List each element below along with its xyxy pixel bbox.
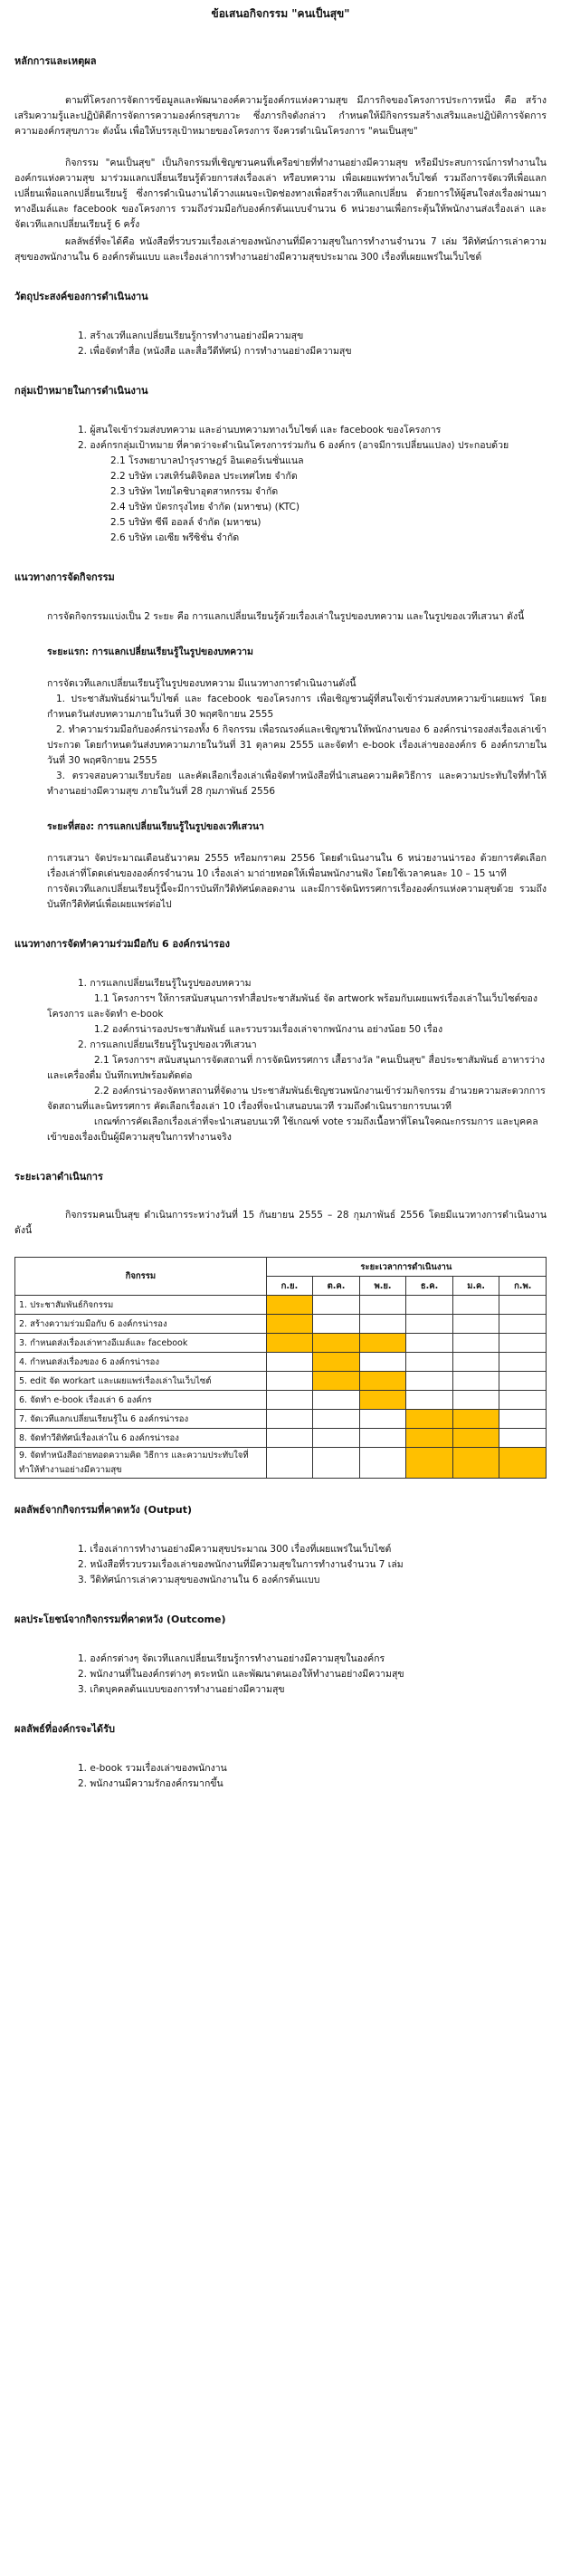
table-row <box>15 1353 547 1372</box>
schedule-cell <box>499 1334 547 1353</box>
phase1-item-2: 2. ทำความร่วมมือกับองค์กรน่ารองทั้ง 6 กิจกรรม เพื่อรณรงค์และเชิญชวนให้พนักงานของ 6 องค์กรน่ารองส่งเรื่องเล่าเข้าประกวด โดยกำหนดวันส่งบทความภายในวันที่ 31 ตุลาคม 2555 และจัดทำ e-book เรื่องเล่าขององค์กร 6 องค์กรภายในวันที่ 30 พฤศจิกายน 2555 <box>47 723 547 766</box>
schedule-cell-active <box>266 1315 312 1334</box>
schedule-cell <box>499 1410 547 1429</box>
heading-cooperation: แนวทางการจัดทำความร่วมมือกับ 6 องค์กรน่ารอง <box>14 937 230 950</box>
schedule-cell-active <box>452 1448 499 1479</box>
table-row <box>15 1334 547 1353</box>
heading-objectives: วัตถุประสงค์ของการดำเนินงาน <box>14 291 148 303</box>
schedule-activity: 2. สร้างความร่วมมือกับ 6 องค์กรน่ารอง <box>15 1315 267 1334</box>
schedule-cell <box>406 1334 453 1353</box>
schedule-cell <box>266 1391 312 1410</box>
cooperation-list <box>14 976 547 1145</box>
schedule-cell-active <box>266 1296 312 1315</box>
org-item: 2.3 บริษัท ไทยไดชิบาอุตสาหกรรม จำกัด <box>110 485 279 497</box>
org-item: 2.5 บริษัท ซีพี ออลล์ จำกัด (มหาชน) <box>110 516 261 528</box>
schedule-cell <box>499 1315 547 1334</box>
org-item: 2.6 บริษัท เอเซีย พรีซิชั่น จำกัด <box>110 531 240 543</box>
schedule-cell <box>313 1391 360 1410</box>
schedule-header-activity: กิจกรรม <box>15 1258 267 1296</box>
schedule-cell-active <box>313 1372 360 1391</box>
list-item: 2. องค์กรกลุ่มเป้าหมาย ที่คาดว่าจะดำเนินโครงการร่วมกัน 6 องค์กร (อาจมีการเปลี่ยนแปลง) ประกอบด้วย <box>78 439 509 451</box>
heading-output: ผลลัพธ์จากกิจกรรมที่คาดหวัง (Output) <box>14 1504 193 1517</box>
schedule-activity: 3. กำหนดส่งเรื่องเล่าทางอีเมล์และ facebook <box>15 1334 267 1353</box>
list-item: 2.2 องค์กรน่ารองจัดหาสถานที่จัดงาน ประชาสัมพันธ์เชิญชวนพนักงานเข้าร่วมกิจกรรม อำนวยความสะดวกการจัดสถานที่และนิทรรศการ คัดเลือกเรื่องเล่า 10 เรื่องที่จะนำเสนอบนเวที รวมถึงดำเนินรายการบนเวที <box>47 1085 546 1112</box>
schedule-cell-active <box>266 1334 312 1353</box>
schedule-activity: 7. จัดเวทีแลกเปลี่ยนเรียนรู้ใน 6 องค์กรน่ารอง <box>15 1410 267 1429</box>
target-group-list <box>14 423 547 546</box>
table-row <box>15 1429 547 1448</box>
schedule-cell <box>499 1353 547 1372</box>
schedule-cell <box>452 1372 499 1391</box>
schedule-cell <box>359 1296 406 1315</box>
list-item: 1.2 องค์กรน่ารองประชาสัมพันธ์ และรวบรวมเรื่องเล่าจากพนักงาน อย่างน้อย 50 เรื่อง <box>94 1023 443 1035</box>
schedule-cell <box>452 1315 499 1334</box>
schedule-month-header: ก.พ. <box>499 1277 547 1296</box>
phase2-paragraph-2: การจัดเวทีแลกเปลี่ยนเรียนรู้นี้จะมีการบันทึกวีดิทัศน์ตลอดงาน และมีการจัดนิทรรศการเรื่ององค์กรแห่งความสุขด้วย รวมถึงบันทึกวีดิทัศน์เพื่อเผยแพร่ต่อไป <box>47 883 547 910</box>
org-item: 2.2 บริษัท เวสเทิร์นดิจิตอล ประเทศไทย จำกัด <box>110 470 298 482</box>
list-item: 1. e-book รวมเรื่องเล่าของพนักงาน <box>78 1762 227 1774</box>
schedule-cell <box>406 1353 453 1372</box>
heading-org-benefits: ผลลัพธ์ที่องค์กรจะได้รับ <box>14 1722 115 1735</box>
list-item: เกณฑ์การคัดเลือกเรื่องเล่าที่จะนำเสนอบนเวที ใช้เกณฑ์ vote รวมถึงเนื้อหาที่โดนใจคณะกรรมการ และบุคคลเข้าของเรื่องเป็นผู้มีความสุขในการทำงานจริง <box>47 1116 538 1143</box>
schedule-cell <box>359 1410 406 1429</box>
phase2-heading: ระยะที่สอง: การแลกเปลี่ยนเรียนรู้ในรูปของเวทีเสวนา <box>47 820 264 832</box>
table-row <box>15 1315 547 1334</box>
heading-outcome: ผลประโยชน์จากกิจกรรมที่คาดหวัง (Outcome) <box>14 1613 226 1625</box>
schedule-cell-active <box>359 1372 406 1391</box>
list-item: 1. เรื่องเล่าการทำงานอย่างมีความสุขประมาณ 300 เรื่องที่เผยแพร่ในเว็บไซต์ <box>78 1543 392 1555</box>
schedule-cell <box>266 1429 312 1448</box>
list-item: 1.1 โครงการฯ ให้การสนับสนุนการทำสื่อประชาสัมพันธ์ จัด artwork พร้อมกับเผยแพร่เรื่องเล่าในเว็บไซต์ของโครงการ และจัดทำ e-book <box>47 992 537 1020</box>
schedule-cell <box>359 1448 406 1479</box>
schedule-cell-active <box>359 1334 406 1353</box>
schedule-cell <box>313 1296 360 1315</box>
schedule-cell <box>266 1448 312 1479</box>
output-list <box>14 1542 547 1588</box>
schedule-cell <box>266 1372 312 1391</box>
list-item: 1. ผู้สนใจเข้าร่วมส่งบทความ และอ่านบทความทางเว็บไซต์ และ facebook ของโครงการ <box>78 424 442 436</box>
list-item: 1. การแลกเปลี่ยนเรียนรู้ในรูปของบทความ <box>78 977 252 989</box>
heading-target-group: กลุ่มเป้าหมายในการดำเนินงาน <box>14 385 148 397</box>
schedule-cell <box>406 1296 453 1315</box>
table-row <box>15 1391 547 1410</box>
schedule-cell <box>406 1372 453 1391</box>
list-item: 1. องค์กรต่างๆ จัดเวทีแลกเปลี่ยนเรียนรู้การทำงานอย่างมีความสุขในองค์กร <box>78 1652 385 1664</box>
schedule-cell-active <box>359 1391 406 1410</box>
org-item: 2.1 โรงพยาบาลบำรุงราษฎร์ อินเตอร์เนชั่นแนล <box>110 455 304 466</box>
schedule-cell <box>266 1410 312 1429</box>
list-item: 2. พนักงานมีความรักองค์กรมากขึ้น <box>78 1777 223 1789</box>
schedule-cell-active <box>406 1429 453 1448</box>
schedule-cell <box>452 1353 499 1372</box>
table-row <box>15 1448 547 1479</box>
rationale-paragraph-3: ผลลัพธ์ที่จะได้คือ หนังสือที่รวบรวมเรื่องเล่าของพนักงานที่มีความสุขในการทำงานจำนวน 7 เล่ม วีดิทัศน์การเล่าความสุขของพนักงานใน 6 องค์กรต้นแบบ และเรื่องเล่าการทำงานอย่างมีความสุขประมาณ 300 เรื่องที่เผยแพร่ในเว็บไซต์ <box>14 236 547 263</box>
schedule-cell <box>499 1429 547 1448</box>
list-item: 2. การแลกเปลี่ยนเรียนรู้ในรูปของเวทีเสวนา <box>78 1039 257 1050</box>
schedule-cell-active <box>406 1448 453 1479</box>
schedule-cell <box>313 1448 360 1479</box>
approach-intro: การจัดกิจกรรมแบ่งเป็น 2 ระยะ คือ การแลกเปลี่ยนเรียนรู้ด้วยเรื่องเล่าในรูปของบทความ และในรูปของเวทีเสวนา ดังนี้ <box>47 610 525 622</box>
objectives-list <box>14 329 547 359</box>
list-item: 2. หนังสือที่รวบรวมเรื่องเล่าของพนักงานที่มีความสุขในการทำงานจำนวน 7 เล่ม <box>78 1558 404 1570</box>
rationale-paragraph-2: กิจกรรม "คนเป็นสุข" เป็นกิจกรรมที่เชิญชวนคนที่เครือข่ายที่ทำงานอย่างมีความสุข หรือมีประสบการณ์การทำงานในองค์กรแห่งความสุข มาร่วมแลกเปลี่ยนเรียนรู้ด้วยการส่งเรื่องเล่า หรือบทความ เพื่อเผยแพร่ทางเว็บไซต์ รวมถึงการจัดเวทีเพื่อแลกเปลี่ยนเพื่อแลกเปลี่ยนเรียนรู้ ซึ่งการดำเนินงานได้วางแผนจะเปิดช่องทางเพื่อสร้างเวทีแลกเปลี่ยน ด้วยการให้ผู้สนใจส่งเรื่องผ่านมาทางอีเมล์และ facebook ของโครงการ รวมถึงร่วมมือกับองค์กรต้นแบบจำนวน 6 หน่วยงานเพื่อกระตุ้นให้พนักงานส่งเรื่องเล่า และจัดเวทีแลกเปลี่ยนเรียนรู้ 6 ครั้ง <box>14 158 547 231</box>
schedule-cell-active <box>313 1334 360 1353</box>
org-benefits-list <box>14 1761 547 1792</box>
list-item: 3. วีดิทัศน์การเล่าความสุขของพนักงานใน 6 องค์กรต้นแบบ <box>78 1574 320 1585</box>
list-item: 3. เกิดบุคคลต้นแบบของการทำงานอย่างมีความสุข <box>78 1683 285 1695</box>
rationale-paragraph-1: ตามที่โครงการจัดการข้อมูลและพัฒนาองค์ความรู้องค์กรแห่งความสุข มีภารกิจของโครงการประการหนึ่ง คือ สร้างเสริมความรู้และปฏิบัติดีการจัดการความองค์กรสุขภาวะ ซึ่งภารกิจดังกล่าว กำหนดให้มีกิจกรรมสร้างเสริมและปฏิบัติการจัดการความองค์กรสุขภาวะ ดังนั้น เพื่อให้บรรลุเป้าหมายของโครงการ จึงควรดำเนินโครงการ "คนเป็นสุข" <box>14 95 547 138</box>
list-item: 2. พนักงานที่ในองค์กรต่างๆ ตระหนัก และพัฒนาตนเองให้ทำงานอย่างมีความสุข <box>78 1668 404 1680</box>
outcome-list <box>14 1652 547 1698</box>
heading-timeline: ระยะเวลาดำเนินการ <box>14 1170 103 1183</box>
table-row <box>15 1296 547 1315</box>
schedule-cell-active <box>452 1410 499 1429</box>
schedule-cell-active <box>313 1353 360 1372</box>
schedule-cell-active <box>406 1410 453 1429</box>
schedule-cell <box>313 1315 360 1334</box>
schedule-activity: 4. กำหนดส่งเรื่องของ 6 องค์กรน่ารอง <box>15 1353 267 1372</box>
phase1-item-3: 3. ตรวจสอบความเรียบร้อย และคัดเลือกเรื่องเล่าเพื่อจัดทำหนังสือที่นำเสนอความคิดวิธีการ และความประทับใจที่ทำให้ทำงานอย่างมีความสุข ภายในวันที่ 28 กุมภาพันธ์ 2556 <box>47 770 547 797</box>
schedule-activity: 5. edit จัด workart และเผยแพร่เรื่องเล่าในเว็บไซต์ <box>15 1372 267 1391</box>
schedule-month-header: พ.ย. <box>359 1277 406 1296</box>
schedule-cell <box>499 1372 547 1391</box>
schedule-activity: 1. ประชาสัมพันธ์กิจกรรม <box>15 1296 267 1315</box>
schedule-cell <box>359 1315 406 1334</box>
list-item: 1. สร้างเวทีแลกเปลี่ยนเรียนรู้การทำงานอย่างมีความสุข <box>78 330 304 342</box>
org-item: 2.4 บริษัท บัตรกรุงไทย จำกัด (มหาชน) (KTC) <box>110 501 300 512</box>
schedule-cell <box>313 1429 360 1448</box>
timeline-intro: กิจกรรมคนเป็นสุข ดำเนินการระหว่างวันที่ 15 กันยายน 2555 – 28 กุมภาพันธ์ 2556 โดยมีแนวทางการดำเนินงาน ดังนี้ <box>14 1210 547 1237</box>
schedule-month-header: ม.ค. <box>452 1277 499 1296</box>
schedule-cell <box>359 1429 406 1448</box>
schedule-activity: 6. จัดทำ e-book เรื่องเล่า 6 องค์กร <box>15 1391 267 1410</box>
schedule-activity: 9. จัดทำหนังสือถ่ายทอดความคิด วิธีการ และความประทับใจที่ทำให้ทำงานอย่างมีความสุข <box>15 1448 267 1479</box>
schedule-cell <box>452 1296 499 1315</box>
schedule-cell <box>266 1353 312 1372</box>
heading-rationale: หลักการและเหตุผล <box>14 55 97 68</box>
phase2-paragraph-1: การเสวนา จัดประมาณเดือนธันวาคม 2555 หรือมกราคม 2556 โดยดำเนินงานใน 6 หน่วยงานน่ารอง ด้วยการคัดเลือกเรื่องเล่าที่โดดเด่นขององค์กรจำนวน 10 เรื่องเล่า มาถ่ายทอดให้เพื่อนพนักงานฟัง โดยใช้เวลาคนละ 10 – 15 นาที <box>47 852 547 879</box>
phase1-heading: ระยะแรก: การแลกเปลี่ยนเรียนรู้ในรูปของบทความ <box>47 646 253 657</box>
schedule-cell <box>313 1410 360 1429</box>
phase1-intro: การจัดเวทีแลกเปลี่ยนเรียนรู้ในรูปของบทความ มีแนวทางการดำเนินงานดังนี้ <box>47 677 357 689</box>
schedule-cell <box>499 1296 547 1315</box>
schedule-month-header: ก.ย. <box>266 1277 312 1296</box>
schedule-cell <box>406 1391 453 1410</box>
list-item: 2. เพื่อจัดทำสื่อ (หนังสือ และสื่อวีดีทัศน์) การทำงานอย่างมีความสุข <box>78 346 352 358</box>
schedule-cell-active <box>499 1448 547 1479</box>
schedule-cell <box>499 1391 547 1410</box>
phase1-item-1: 1. ประชาสัมพันธ์ผ่านเว็บไซต์ และ facebook ของโครงการ เพื่อเชิญชวนผู้ที่สนใจเข้าร่วมส่งบทความข้าเผยแพร่ โดยกำหนดวันส่งบทความภายในวันที่ 30 พฤศจิกายน 2555 <box>47 693 547 720</box>
schedule-table <box>14 1257 547 1479</box>
table-row <box>15 1410 547 1429</box>
heading-approach: แนวทางการจัดกิจกรรม <box>14 570 115 583</box>
schedule-month-header: ต.ค. <box>313 1277 360 1296</box>
document-title: ข้อเสนอกิจกรรม "คนเป็นสุข" <box>211 7 350 20</box>
schedule-cell <box>452 1334 499 1353</box>
schedule-cell <box>452 1391 499 1410</box>
schedule-cell-active <box>452 1429 499 1448</box>
schedule-activity: 8. จัดทำวีดิทัศน์เรื่องเล่าใน 6 องค์กรน่ารอง <box>15 1429 267 1448</box>
schedule-month-header: ธ.ค. <box>406 1277 453 1296</box>
table-row <box>15 1372 547 1391</box>
schedule-cell <box>359 1353 406 1372</box>
list-item: 2.1 โครงการฯ สนับสนุนการจัดสถานที่ การจัดนิทรรศการ เสื้อรางวัล "คนเป็นสุข" สื่อประชาสัมพันธ์ อาหารว่างและเครื่องดื่ม บันทึกเทปพร้อมตัดต่อ <box>47 1054 545 1081</box>
schedule-header-period: ระยะเวลาการดำเนินงาน <box>266 1258 546 1277</box>
schedule-cell <box>406 1315 453 1334</box>
